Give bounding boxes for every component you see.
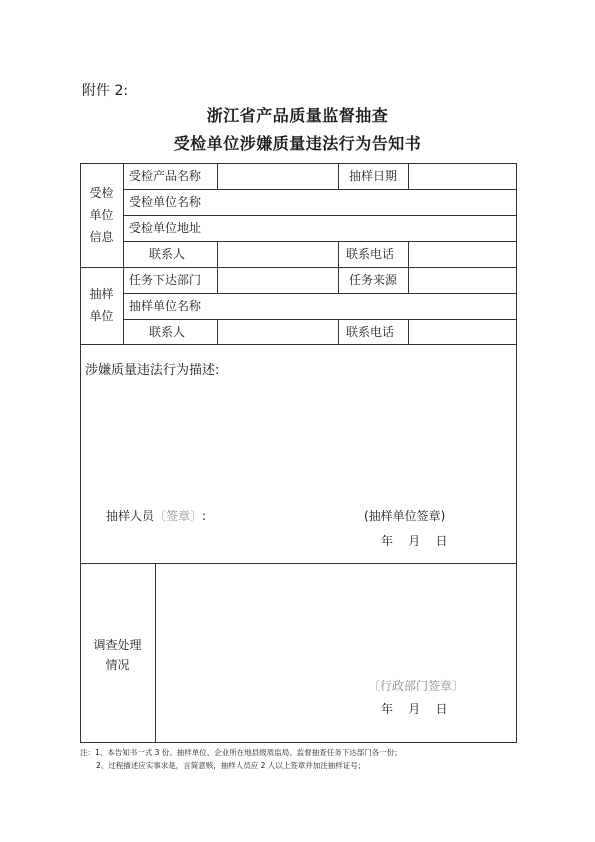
column-divider <box>217 241 218 293</box>
inspected-unit-group-label: 受检 单位 信息 <box>89 186 114 244</box>
document-subtitle: 受检单位涉嫌质量违法行为告知书 <box>173 134 422 153</box>
document-title: 浙江省产品质量监督抽查 <box>206 106 389 125</box>
inspected-contact-label: 联系人 <box>149 247 186 261</box>
description-date: 年 月 日 <box>381 534 448 548</box>
section-divider <box>80 267 517 268</box>
row-divider <box>123 293 517 294</box>
column-divider <box>155 563 156 743</box>
row-divider <box>123 319 517 320</box>
sampling-unit-seal-label: (抽样单位签章) <box>364 509 446 523</box>
inspected-unit-name-label: 受检单位名称 <box>129 195 202 209</box>
investigation-label: 调查处理 情况 <box>93 638 142 672</box>
sampling-contact-label: 联系人 <box>149 325 186 339</box>
admin-department-seal-label: 〔行政部门签章〕 <box>368 679 465 693</box>
task-department-label: 任务下达部门 <box>129 273 202 287</box>
attachment-number: 附件 2: <box>82 83 129 99</box>
task-source-label: 任务来源 <box>349 273 398 287</box>
section-divider <box>80 563 517 564</box>
section-divider <box>80 344 517 345</box>
column-divider <box>338 319 339 344</box>
inspected-phone-label: 联系电话 <box>346 247 395 261</box>
column-divider <box>408 241 409 293</box>
sampling-unit-name-label: 抽样单位名称 <box>129 299 202 313</box>
column-divider <box>338 163 339 189</box>
footnote-2: 2、过程描述应实事求是，言简意赅，抽样人员应 2 人以上签章并加注抽样证号； <box>96 761 366 770</box>
row-divider <box>123 189 517 190</box>
product-name-label: 受检产品名称 <box>129 169 202 183</box>
violation-description-label: 涉嫌质量违法行为描述: <box>85 363 220 378</box>
sampling-date-label: 抽样日期 <box>349 169 398 183</box>
column-divider <box>338 241 339 293</box>
sampling-unit-group-label: 抽样 单位 <box>89 287 114 323</box>
sampler-signature-label: 抽样人员〔签章〕: <box>106 509 207 523</box>
row-divider <box>123 215 517 216</box>
investigation-date: 年 月 日 <box>381 702 448 716</box>
column-divider <box>217 319 218 344</box>
column-divider <box>408 163 409 189</box>
column-divider <box>217 163 218 189</box>
inspected-unit-address-label: 受检单位地址 <box>129 221 202 235</box>
column-divider <box>123 163 124 344</box>
row-divider <box>123 241 517 242</box>
column-divider <box>408 319 409 344</box>
footnote-1: 注：1、本告知书一式 3 份。抽样单位、企业所在地县级质监局、监督抽查任务下达部门各一份； <box>80 748 402 757</box>
sampling-phone-label: 联系电话 <box>346 325 395 339</box>
